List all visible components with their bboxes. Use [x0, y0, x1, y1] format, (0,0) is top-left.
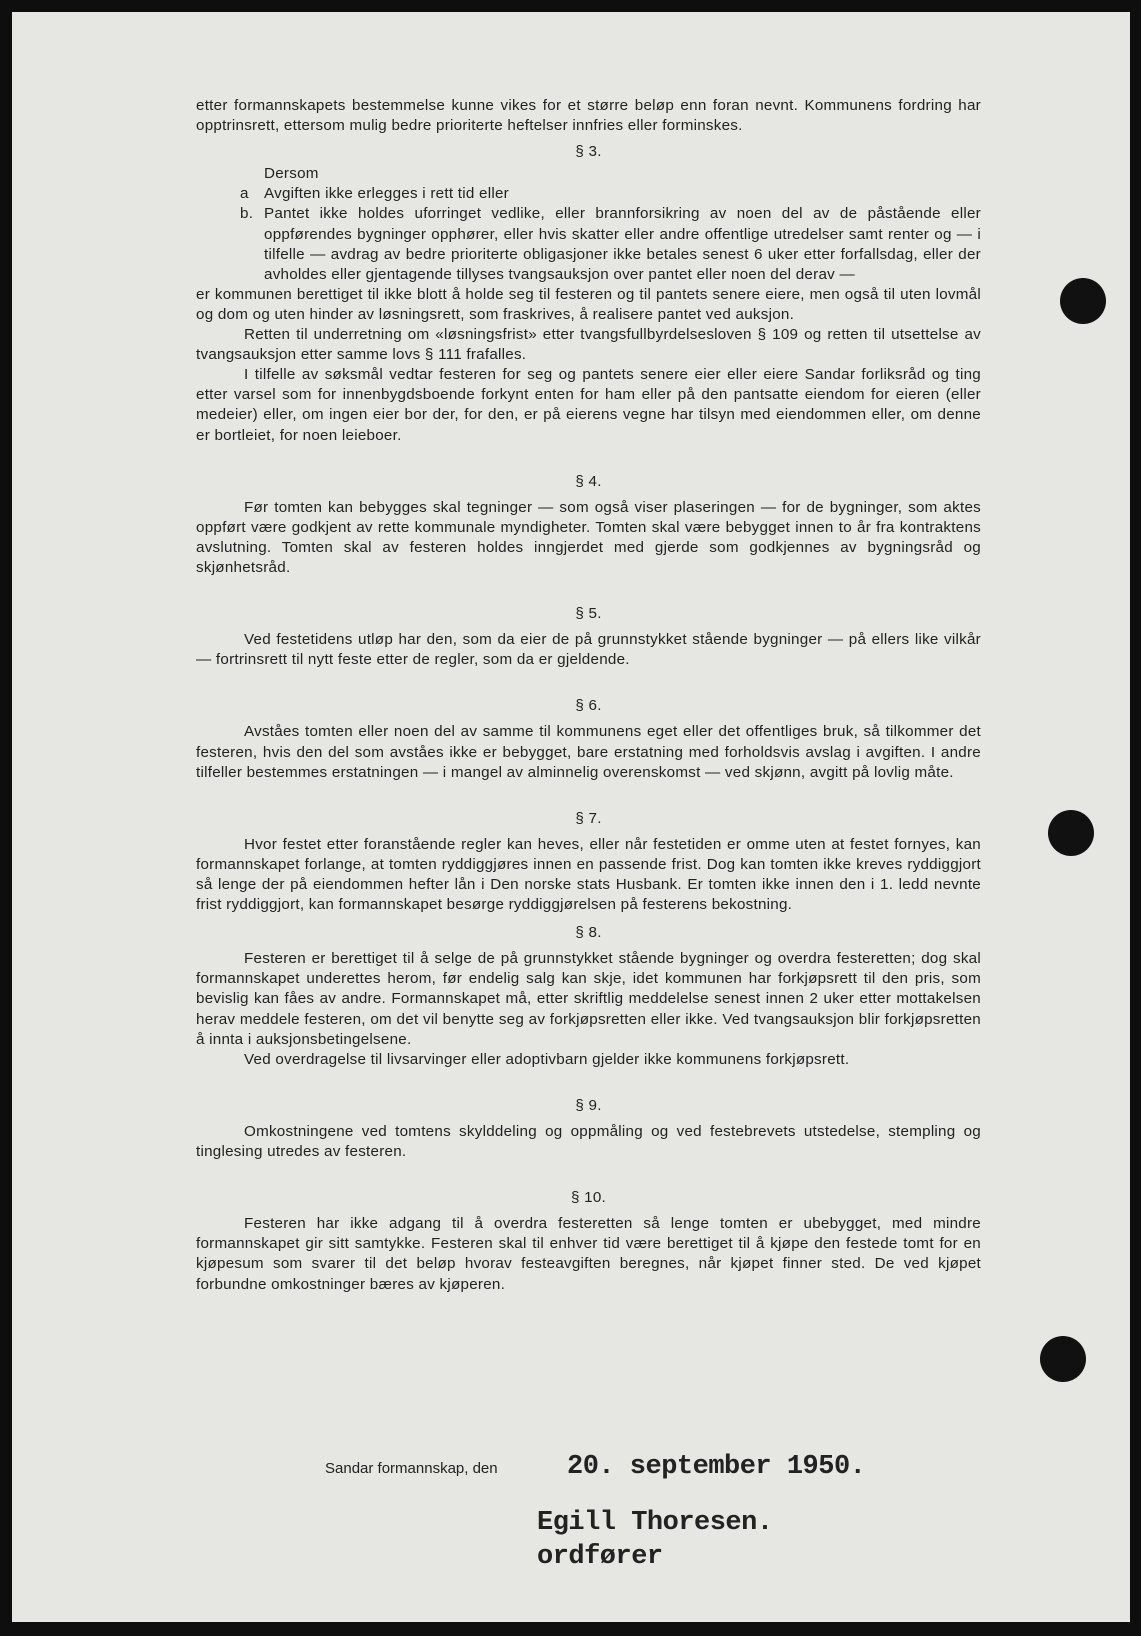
list-text: Pantet ikke holdes uforringet vedlike, eller brannforsikring av noen del av de påstående eller oppførendes bygninger opphører, eller hvis skatter eller andre offentlige utredelser samt renter og — i tilfelle — avdrag av bedre prioriterte obligasjoner ikke betales senest 6 uker etter forfallsdag, eller der avholdes eller gjentagende tillyses tvangsauksjon over pantet eller noen del derav — — [264, 205, 981, 283]
paragraph: Hvor festet etter foranstående regler kan heves, eller når festetiden er omme uten at festet fornyes, kan formannskapet forlange, at tomten ryddiggjøres innen en passende frist. Dog kan tomten ikke kreves ryddiggjort så lenge der på eiendommen hefter lån i Den norske stats Husbank. Er tomten ikke innen den i 1. ledd nevnte frist ryddiggjort, kan formannskapet besørge ryddiggjørelsen på festerens bekostning. — [196, 835, 981, 914]
section-heading-3: § 3. — [575, 143, 602, 161]
list-text: Avgiften ikke erlegges i rett tid eller — [264, 185, 509, 203]
section-heading-4: § 4. — [575, 472, 602, 490]
punch-hole-icon — [1040, 1336, 1086, 1382]
list-label: a — [240, 185, 249, 203]
list-item-b — [196, 204, 981, 284]
section-heading-7: § 7. — [575, 809, 602, 827]
punch-hole-icon — [1048, 810, 1094, 856]
paragraph: Ved overdragelse til livsarvinger eller adoptivbarn gjelder ikke kommunens forkjøpsrett. — [244, 1050, 850, 1068]
paragraph: I tilfelle av søksmål vedtar festeren for seg og pantets senere eier eller eiere Sandar forliksråd og ting etter varsel som for innenbygdsboende forkynt enten for ham eller på den pantsatte eiendom for eieren (eller medeier) eller, om ingen eier bor der, for den, er på eierens vegne har tilsyn med eiendommen eller, om denne er bortleiet, for noen leieboer. — [196, 366, 981, 444]
section-heading-9: § 9. — [575, 1096, 602, 1114]
paragraph: Før tomten kan bebygges skal tegninger — som også viser plaseringen — for de bygninger, som aktes oppført være godkjent av rette kommunale myndigheter. Tomten skal være bebygget innen to år fra kontraktens avslutning. Tomten skal av festeren holdes inngjerdet med gjerde som godkjennes av bygningsråd og skjønhetsråd. — [196, 498, 981, 576]
list-label: b. — [240, 205, 254, 223]
signatory-name: Egill Thoresen. — [537, 1508, 773, 1538]
paragraph: Retten til underretning om «løsningsfrist» etter tvangsfullbyrdelsesloven § 109 og retten til utsettelse av tvangsauksjon etter samme lovs § 111 frafalles. — [196, 326, 981, 364]
section-heading-8: § 8. — [575, 924, 602, 942]
paragraph: Festeren er berettiget til å selge de på grunnstykket stående bygninger og overdra festeretten; dog skal formannskapet underettes herom, før endelig salg kan skje, idet kommunen har forkjøpsrett til den pris, som bevislig kan fåes av andre. Formannskapet må, etter skriftlig meddelelse senest innen 2 uker etter mottakelsen herav meddele festeren, om det vil benytte seg av forkjøpsretten eller ikke. Ved tvangsauksjon blir forkjøpsretten å innta i auksjonsbetingelsene. — [196, 950, 981, 1048]
signatory-title: ordfører — [537, 1542, 663, 1572]
list-item-a — [196, 184, 981, 204]
paragraph: Omkostningene ved tomtens skylddeling og oppmåling og ved festebrevets utstedelse, stempling og tinglesing utredes av festeren. — [196, 1122, 981, 1161]
paragraph: Avståes tomten eller noen del av samme til kommunens eget eller det offentliges bruk, så tilkommer det festeren, hvis den del som avståes ikke er bebygget, bare erstatning med forholdsvis avslag i avgiften. I andre tilfeller bestemmes erstatningen — i mangel av alminnelig overenskomst — ved skjønn, avgitt på lovlig måte. — [196, 723, 981, 781]
document-page — [12, 12, 1130, 1622]
paragraph: er kommunen berettiget til ikke blott å holde seg til festeren og til pantets senere eiere, men også til uten lovmål og dom og uten hinder av løsningsrett, som fraskrives, å realisere pantet ved auksjon. — [196, 285, 981, 323]
section-heading-5: § 5. — [575, 605, 602, 623]
paragraph: Festeren har ikke adgang til å overdra festeretten så lenge tomten er ubebygget, med mindre formannskapet gir sitt samtykke. Festeren skal til enhver tid være berettiget til å kjøpe den festede tomt for en kjøpesum som svarer til det beløp hvorav festeavgiften beregnes, når kjøpet finner sted. De ved kjøpet forbundne omkostninger bæres av kjøperen. — [196, 1215, 981, 1293]
dersom-label: Dersom — [264, 165, 319, 183]
signoff-date: 20. september 1950. — [567, 1452, 866, 1482]
section-heading-6: § 6. — [575, 697, 602, 715]
intro-paragraph: etter formannskapets bestemmelse kunne vikes for et større beløp enn foran nevnt. Kommunens fordring har opptrinsrett, ettersom mulig bedre prioriterte heftelser innfries eller forminskes. — [196, 97, 981, 135]
punch-hole-icon — [1060, 278, 1106, 324]
paragraph: Ved festetidens utløp har den, som da eier de på grunnstykket stående bygninger — på ellers like vilkår — fortrinsrett til nytt feste etter de regler, som da er gjeldende. — [196, 631, 981, 669]
section-heading-10: § 10. — [570, 1189, 607, 1207]
signoff-place: Sandar formannskap, den — [325, 1460, 498, 1477]
document-body — [196, 96, 981, 1295]
